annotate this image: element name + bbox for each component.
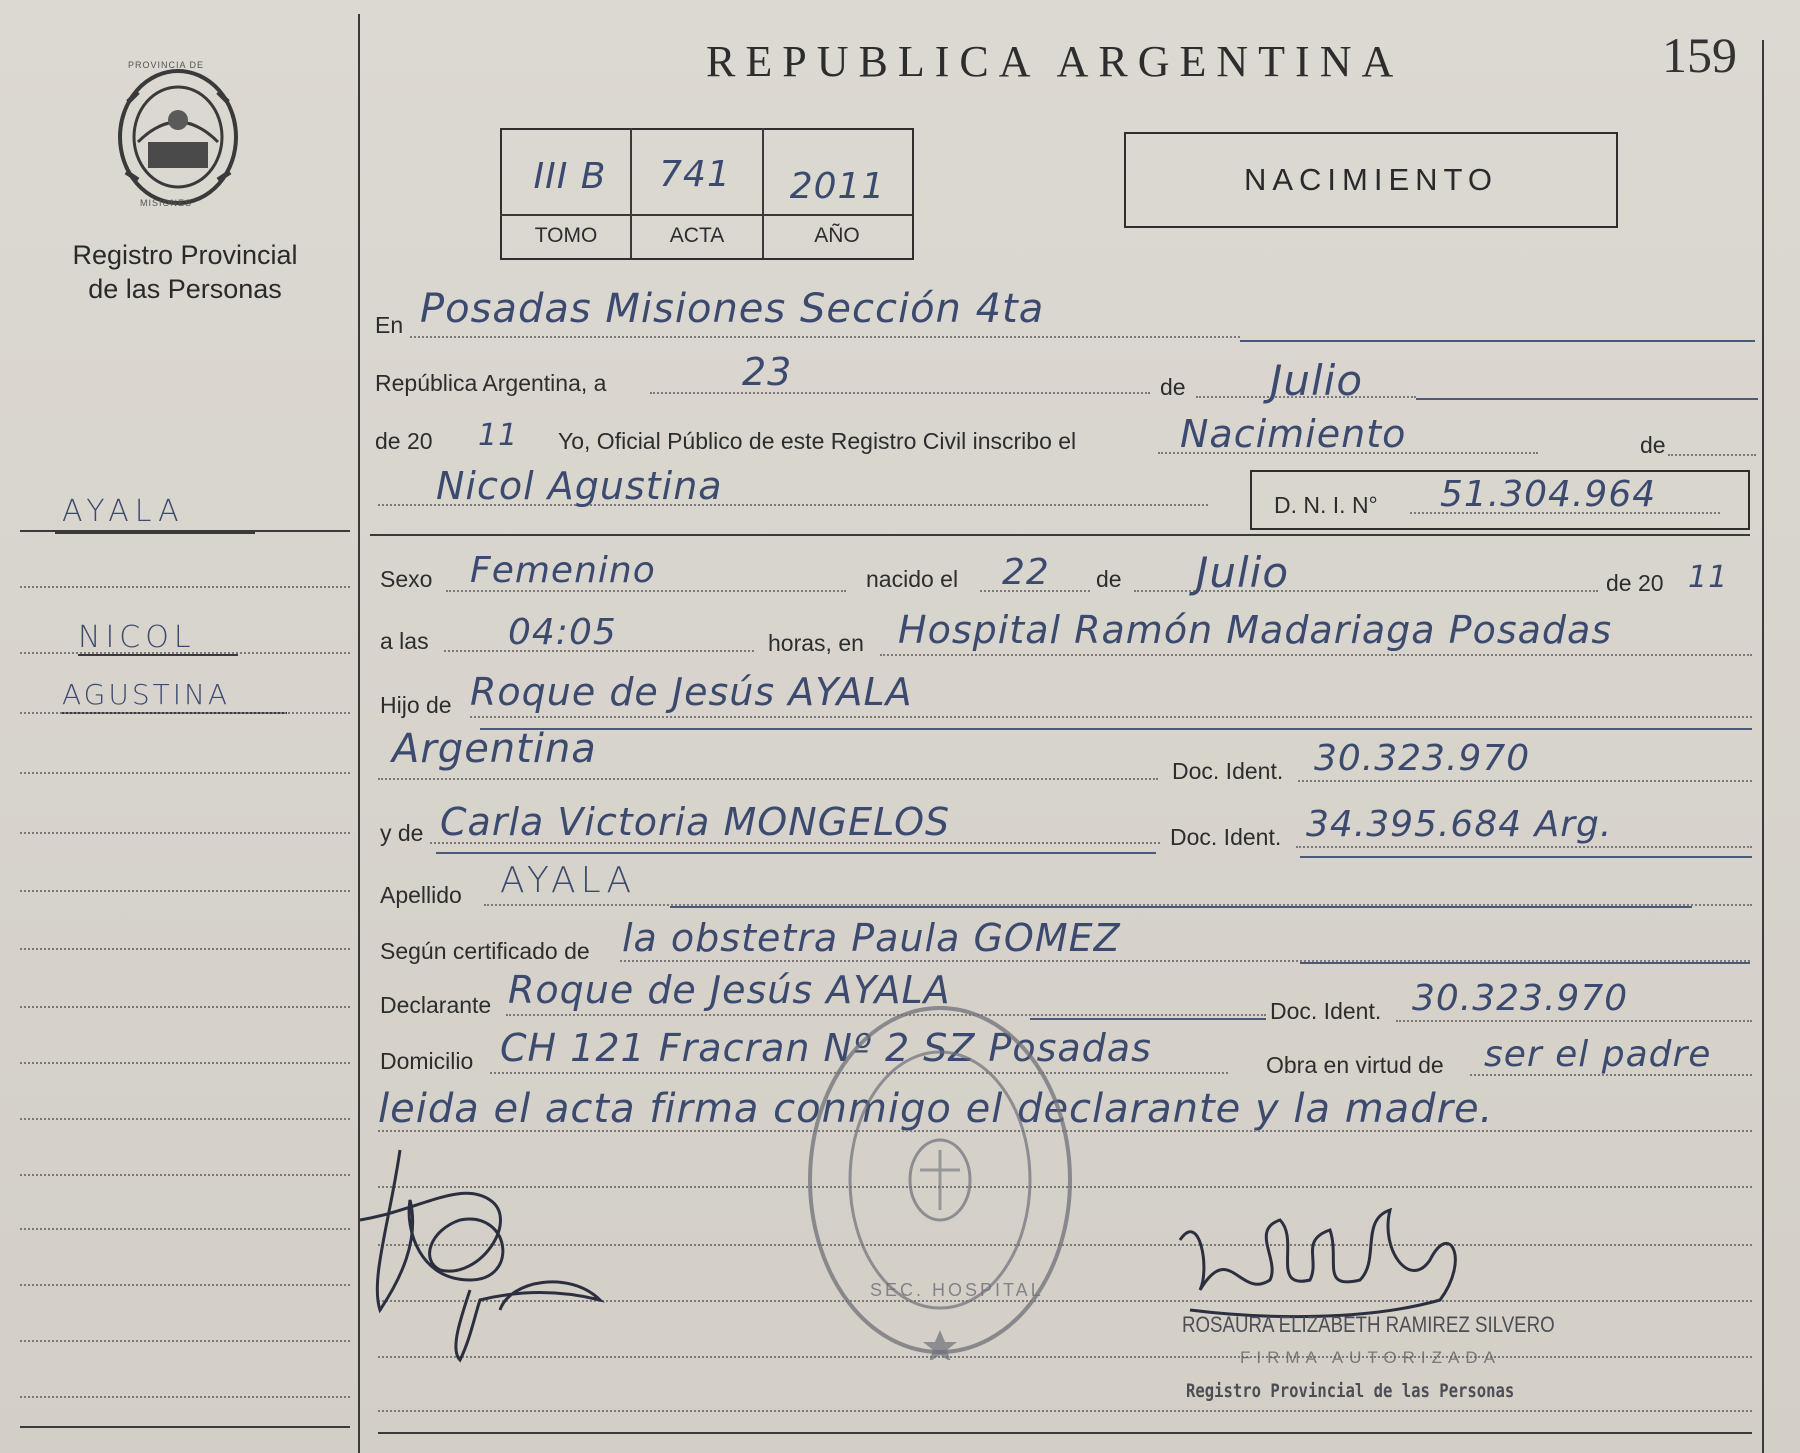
- en-value: Posadas Misiones Sección 4ta: [420, 286, 1045, 332]
- margin-surname: AYALA: [62, 494, 185, 529]
- horas-label: horas, en: [768, 630, 864, 656]
- official-role: FIRMA AUTORIZADA: [1240, 1348, 1501, 1367]
- father-dotline: [470, 716, 1752, 718]
- nacido-label: nacido el: [866, 566, 959, 592]
- doc-ident-label-1: Doc. Ident.: [1172, 758, 1284, 784]
- dni-value: 51.304.964: [1440, 474, 1657, 515]
- en-dotline: [410, 336, 1240, 338]
- right-border-line: [1762, 40, 1764, 1453]
- year-value: 11: [478, 418, 519, 453]
- registry-name-line1: Registro Provincial: [72, 240, 298, 270]
- acta-value: 741: [659, 154, 731, 195]
- place-dotline: [880, 654, 1752, 656]
- page-number: 159: [1662, 27, 1737, 83]
- hour-value: 04:05: [508, 612, 617, 653]
- father-penline: [480, 728, 1752, 730]
- obra-label: Obra en virtud de: [1266, 1052, 1444, 1078]
- provincial-seal-emblem: [108, 62, 248, 212]
- de20-label: de 20: [375, 428, 433, 454]
- apellido-label: Apellido: [380, 882, 462, 908]
- declarante-doc: 30.323.970: [1412, 978, 1629, 1019]
- bottom-rule: [378, 1432, 1752, 1434]
- margin-dotline-10: [20, 1118, 350, 1120]
- father-doc: 30.323.970: [1314, 738, 1531, 779]
- margin-dotline-15: [20, 1396, 350, 1398]
- margin-rule-bottom: [20, 1426, 350, 1428]
- margin-given-name-1-underline: [78, 654, 238, 656]
- section-rule: [370, 534, 1750, 536]
- declarante-value: Roque de Jesús AYALA: [508, 968, 951, 1012]
- father-value: Roque de Jesús AYALA: [470, 670, 913, 714]
- de-label: de: [1160, 374, 1186, 400]
- ano-value: 2011: [789, 166, 886, 207]
- obra-value: ser el padre: [1484, 1034, 1712, 1075]
- father-nat-dotline: [378, 778, 1158, 780]
- de20-label-2: de 20: [1606, 570, 1664, 596]
- margin-dotline-7: [20, 948, 350, 950]
- margin-dotline-4: [20, 772, 350, 774]
- de-label-3: de: [1096, 566, 1122, 592]
- mother-value: Carla Victoria MONGELOS: [440, 800, 951, 844]
- declarant-signature: [360, 1140, 610, 1370]
- official-name: ROSAURA ELIZABETH RAMIREZ SILVERO: [1182, 1312, 1555, 1337]
- inscribe-value: Nacimiento: [1180, 412, 1407, 456]
- official-oval-stamp: [800, 1000, 1080, 1360]
- mother-doc: 34.395.684 Arg.: [1306, 804, 1613, 845]
- margin-dotline-13: [20, 1284, 350, 1286]
- birth-year: 11: [1688, 560, 1729, 595]
- document-type: NACIMIENTO: [1243, 162, 1499, 197]
- domicilio-value: CH 121 Fracran Nº 2 SZ Posadas: [500, 1026, 1152, 1070]
- margin-dotline-14: [20, 1340, 350, 1342]
- segun-penline: [1300, 962, 1750, 964]
- month-value: Julio: [1270, 356, 1364, 405]
- birth-day: 22: [1002, 552, 1050, 593]
- hijo-label: Hijo de: [380, 692, 452, 718]
- yde-label: y de: [380, 820, 424, 846]
- dni-label: D. N. I. N°: [1274, 492, 1378, 518]
- margin-dotline-6: [20, 890, 350, 892]
- acta-label: ACTA: [669, 224, 725, 247]
- margin-rule-1: [20, 530, 350, 532]
- yo-label: Yo, Oficial Público de este Registro Civil inscribo el: [558, 428, 1077, 454]
- name-value: Nicol Agustina: [436, 464, 723, 508]
- seal-text-bottom: MISIONES: [140, 198, 193, 208]
- closing-value: leida el acta firma conmigo el declarante y la madre.: [378, 1086, 1494, 1132]
- margin-given-name-2: AGUSTINA: [62, 678, 231, 711]
- month-penline: [1416, 398, 1758, 400]
- de-dotline-2: [1668, 454, 1756, 456]
- margin-dotline-1: [20, 586, 350, 588]
- tomo-label: TOMO: [534, 224, 598, 247]
- mother-doc-penline: [1300, 856, 1752, 858]
- declarante-label: Declarante: [380, 992, 492, 1018]
- sexo-label: Sexo: [380, 566, 433, 592]
- margin-surname-underline: [55, 532, 255, 534]
- day-value: 23: [742, 350, 793, 394]
- margin-dotline-8: [20, 1006, 350, 1008]
- registry-name-line2: de las Personas: [88, 274, 282, 304]
- stamp-inner-text: SEC. HOSPITAL: [870, 1280, 1044, 1300]
- sexo-value: Femenino: [470, 550, 656, 591]
- margin-dotline-3: [20, 712, 350, 714]
- margin-dotline-5: [20, 832, 350, 834]
- mother-doc-dotline: [1296, 846, 1752, 848]
- father-nationality: Argentina: [392, 726, 597, 772]
- en-label: En: [375, 312, 404, 338]
- blank-dotline-5: [378, 1410, 1752, 1412]
- margin-dotline-11: [20, 1174, 350, 1176]
- birth-month: Julio: [1196, 548, 1290, 597]
- father-doc-dotline: [1298, 780, 1752, 782]
- day-dotline: [650, 392, 1150, 394]
- margin-dotline-12: [20, 1228, 350, 1230]
- margin-given-name-1: NICOL: [78, 620, 196, 655]
- country-title: REPUBLICA ARGENTINA: [706, 37, 1404, 86]
- declarante-doc-dotline: [1396, 1020, 1752, 1022]
- apellido-penline: [670, 906, 1692, 908]
- doc-ident-label-3: Doc. Ident.: [1270, 998, 1382, 1024]
- segun-label: Según certificado de: [380, 938, 590, 964]
- republica-label: República Argentina, a: [375, 370, 607, 396]
- alas-label: a las: [380, 628, 429, 654]
- segun-value: la obstetra Paula GOMEZ: [622, 916, 1121, 960]
- domicilio-label: Domicilio: [380, 1048, 474, 1074]
- margin-dotline-9: [20, 1062, 350, 1064]
- de-label-2: de: [1640, 432, 1666, 458]
- seal-text-top: PROVINCIA DE: [128, 60, 205, 70]
- ano-label: AÑO: [814, 224, 860, 247]
- official-registry: Registro Provincial de las Personas: [1186, 1380, 1515, 1402]
- en-penline: [1240, 340, 1755, 342]
- mother-penline: [436, 852, 1156, 854]
- margin-dotline-2: [20, 652, 350, 654]
- record-box-rule: [500, 214, 912, 216]
- tomo-value: III B: [533, 156, 607, 197]
- apellido-value: AYALA: [500, 860, 637, 901]
- place-value: Hospital Ramón Madariaga Posadas: [898, 608, 1613, 652]
- doc-ident-label-2: Doc. Ident.: [1170, 824, 1282, 850]
